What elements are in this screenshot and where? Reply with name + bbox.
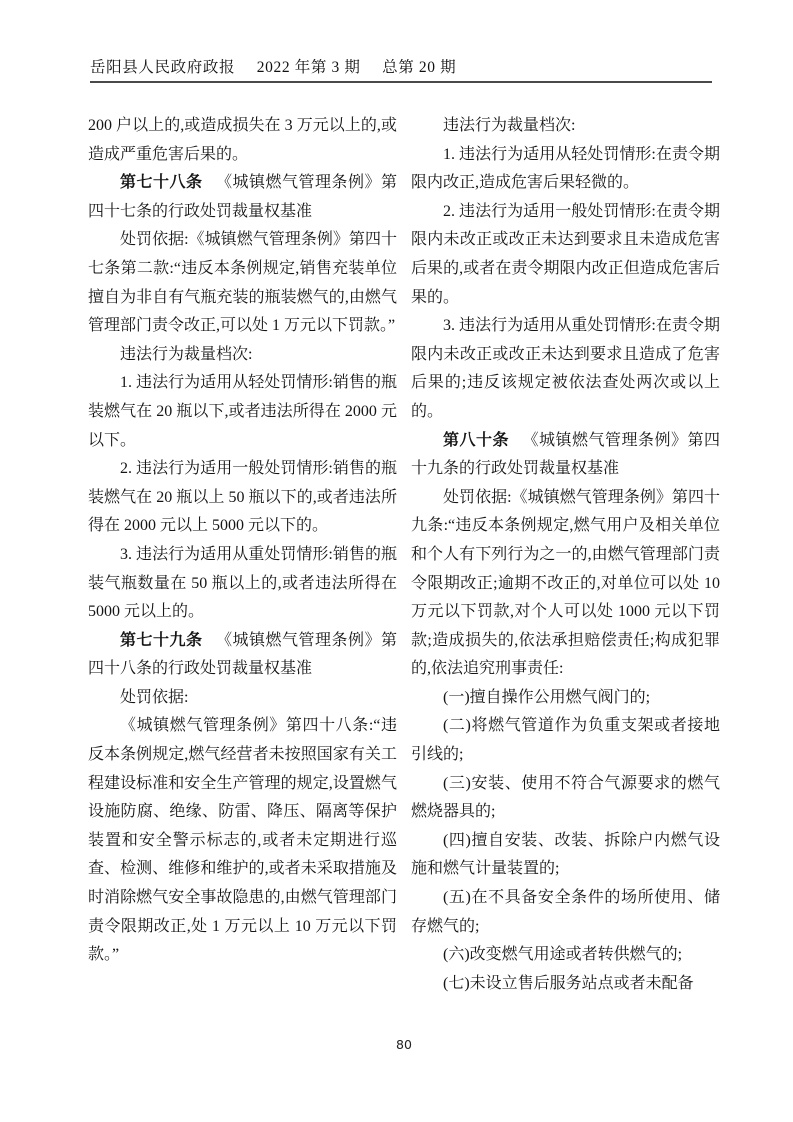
paragraph-text: (一)擅自操作公用燃气阀门的; — [443, 688, 651, 706]
paragraph — [411, 484, 720, 684]
document-body — [88, 112, 720, 998]
paragraph — [411, 970, 720, 999]
paragraph — [88, 627, 397, 684]
journal-volume: 总第 20 期 — [382, 59, 457, 76]
paragraph — [411, 427, 720, 484]
column-right — [411, 112, 720, 998]
paragraph — [88, 369, 397, 455]
paragraph — [411, 312, 720, 426]
article-number-heading: 第七十九条 — [120, 631, 203, 649]
paragraph — [411, 712, 720, 769]
paragraph-text: (七)未设立售后服务站点或者未配备 — [443, 974, 694, 992]
paragraph-text: (二)将燃气管道作为负重支架或者接地引线的; — [411, 717, 720, 764]
paragraph — [411, 770, 720, 827]
paragraph — [88, 341, 397, 370]
paragraph-text: 1. 违法行为适用从轻处罚情形:在责令期限内改正,造成危害后果轻微的。 — [411, 145, 720, 192]
paragraph-text: 《城镇燃气管理条例》第四十九条的行政处罚裁量权基准 — [411, 431, 720, 478]
paragraph-text: 处罚依据: — [120, 688, 189, 706]
paragraph — [88, 112, 397, 169]
paragraph-text: (三)安装、使用不符合气源要求的燃气燃烧器具的; — [411, 774, 720, 821]
paragraph-text: 2. 违法行为适用一般处罚情形:在责令期限内未改正或改正未达到要求且未造成危害后果的,或者在责令期限内改正但造成危害后果的。 — [411, 202, 720, 306]
paragraph-text: 3. 违法行为适用从重处罚情形:销售的瓶装气瓶数量在 50 瓶以上的,或者违法所得在 5000 元以上的。 — [88, 545, 397, 621]
paragraph-text: 《城镇燃气管理条例》第四十八条的行政处罚裁量权基准 — [88, 631, 397, 678]
paragraph — [411, 112, 720, 141]
paragraph-text: 违法行为裁量档次: — [120, 345, 253, 363]
paragraph — [88, 541, 397, 627]
paragraph-text: 处罚依据:《城镇燃气管理条例》第四十七条第二款:“违反本条例规定,销售充装单位擅自为非自有气瓶充装的瓶装燃气的,由燃气管理部门责令改正,可以处 1 万元以下罚款。” — [88, 231, 397, 335]
paragraph — [411, 198, 720, 312]
paragraph-text: 200 户以上的,或造成损失在 3 万元以上的,或造成严重危害后果的。 — [88, 117, 397, 163]
paragraph — [411, 827, 720, 884]
paragraph-text: 违法行为裁量档次: — [443, 117, 576, 134]
column-left — [88, 112, 397, 998]
paragraph-text: 《城镇燃气管理条例》第四十七条的行政处罚裁量权基准 — [88, 174, 397, 220]
article-number-heading: 第七十八条 — [120, 174, 203, 192]
paragraph-text: 《城镇燃气管理条例》第四十八条:“违反本条例规定,燃气经营者未按照国家有关工程建设标准和安全生产管理的规定,设置燃气设施防腐、绝缘、防雷、降压、隔离等保护装置和安全警示标志的,或者未定期进行巡查、检测、维修和维护的,或者未采取措施及时消除燃气安全事故隐患的,由燃气管理部门责令限期改正,处 1 万元以上 10 万元以下罚款。” — [88, 717, 397, 964]
article-number-heading: 第八十条 — [443, 431, 509, 449]
page-number: 80 — [396, 1037, 412, 1052]
paragraph-text: (五)在不具备安全条件的场所使用、储存燃气的; — [411, 889, 720, 935]
paragraph-text: 1. 违法行为适用从轻处罚情形:销售的瓶装燃气在 20 瓶以下,或者违法所得在 2000 元以下。 — [88, 374, 397, 449]
paragraph-text: (四)擅自安装、改装、拆除户内燃气设施和燃气计量装置的; — [411, 831, 720, 878]
page-header — [90, 55, 712, 83]
paragraph — [88, 712, 397, 969]
paragraph — [88, 226, 397, 340]
paragraph — [88, 169, 397, 226]
page-footer — [88, 1037, 720, 1052]
paragraph-text: 2. 违法行为适用一般处罚情形:销售的瓶装燃气在 20 瓶以上 50 瓶以下的,或者违法所得在 2000 元以上 5000 元以下的。 — [88, 460, 397, 535]
paragraph — [88, 684, 397, 713]
paragraph-text: 3. 违法行为适用从重处罚情形:在责令期限内未改正或改正未达到要求且造成了危害后果的;违反该规定被依法查处两次或以上的。 — [411, 317, 720, 420]
journal-issue: 2022 年第 3 期 — [256, 59, 361, 76]
paragraph — [411, 941, 720, 970]
paragraph-text: 处罚依据:《城镇燃气管理条例》第四十九条:“违反本条例规定,燃气用户及相关单位和个人有下列行为之一的,由燃气管理部门责令限期改正;逾期不改正的,对单位可以处 10 万元以下罚款,对个人可以处 1000 元以下罚款;造成损失的,依法承担赔偿责任;构成犯罪的,依法追究刑事责任: — [411, 488, 720, 678]
paragraph — [411, 684, 720, 713]
paragraph — [411, 884, 720, 941]
paragraph-text: (六)改变燃气用途或者转供燃气的; — [443, 946, 683, 964]
paragraph — [411, 141, 720, 198]
journal-title: 岳阳县人民政府政报 — [90, 59, 236, 76]
paragraph — [88, 455, 397, 541]
